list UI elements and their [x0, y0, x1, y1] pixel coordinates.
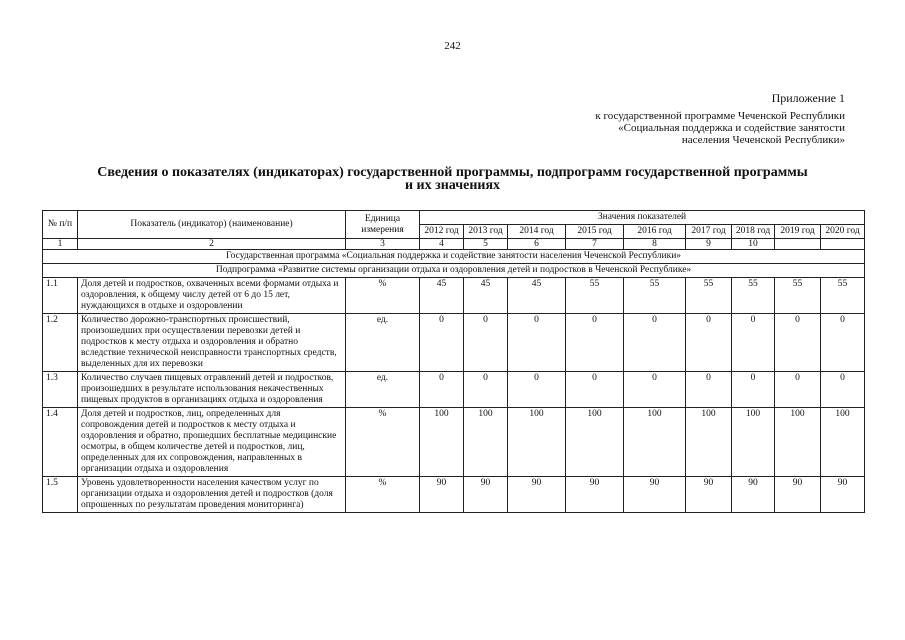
- indicator-name: Количество случаев пищевых отравлений детей и подростков, произошедших в результате использования некачественных пищевых продуктов в организациях отдыха и оздоровления: [78, 372, 346, 408]
- unit-cell: ед.: [346, 314, 420, 372]
- value-cell: 90: [775, 477, 821, 513]
- document-title-line: и их значениях: [404, 178, 501, 193]
- unit-cell: %: [346, 278, 420, 314]
- annex-title: Приложение 1: [771, 91, 845, 105]
- indicator-name: Доля детей и подростков, лиц, определенных для сопровождения детей и подростков к месту отдыха и оздоровления и обратно, прошедших бесплатные медицинские осмотры, в общем количестве детей и подростков, лиц, определенных для их сопровождения, направленных в организации отдыха и оздоровления: [78, 408, 346, 477]
- header-year: 2019 год: [775, 225, 821, 239]
- header-year: 2015 год: [566, 225, 624, 239]
- annex-line: населения Чеченской Республики»: [681, 134, 845, 146]
- annex-block: [595, 92, 845, 146]
- column-number: [775, 239, 821, 250]
- value-cell: 90: [686, 477, 732, 513]
- header-indicator: Показатель (индикатор) (наименование): [78, 211, 346, 239]
- row-number: 1.1: [43, 278, 78, 314]
- value-cell: 100: [624, 408, 686, 477]
- row-number: 1.4: [43, 408, 78, 477]
- header-year: 2014 год: [508, 225, 566, 239]
- column-number-row: [43, 239, 865, 250]
- value-cell: 0: [464, 314, 508, 372]
- value-cell: 100: [821, 408, 865, 477]
- value-cell: 55: [624, 278, 686, 314]
- indicator-name: Доля детей и подростков, охваченных всеми формами отдыха и оздоровления, к общему числу детей от 6 до 15 лет, нуждающихся в отдыхе и оздоровлении: [78, 278, 346, 314]
- header-unit: Единица измерения: [346, 211, 420, 239]
- column-number: 1: [43, 239, 78, 250]
- unit-cell: %: [346, 408, 420, 477]
- value-cell: 100: [420, 408, 464, 477]
- column-number: 2: [78, 239, 346, 250]
- value-cell: 45: [508, 278, 566, 314]
- value-cell: 0: [566, 372, 624, 408]
- value-cell: 0: [624, 372, 686, 408]
- value-cell: 100: [775, 408, 821, 477]
- header-num: № п/п: [43, 211, 78, 239]
- value-cell: 0: [686, 372, 732, 408]
- value-cell: 90: [420, 477, 464, 513]
- value-cell: 90: [732, 477, 775, 513]
- value-cell: 55: [821, 278, 865, 314]
- subprogram-row: [43, 264, 865, 278]
- value-cell: 0: [732, 372, 775, 408]
- indicator-name: Уровень удовлетворенности населения качеством услуг по организации отдыха и оздоровления детей и подростков (доля опрошенных по результатам проведения мониторинга): [78, 477, 346, 513]
- value-cell: 0: [566, 314, 624, 372]
- column-number: 8: [624, 239, 686, 250]
- value-cell: 45: [420, 278, 464, 314]
- header-year: 2013 год: [464, 225, 508, 239]
- column-number: 7: [566, 239, 624, 250]
- value-cell: 45: [464, 278, 508, 314]
- value-cell: 100: [508, 408, 566, 477]
- value-cell: 0: [821, 314, 865, 372]
- column-number: [821, 239, 865, 250]
- value-cell: 90: [464, 477, 508, 513]
- value-cell: 0: [686, 314, 732, 372]
- program-row: [43, 250, 865, 264]
- value-cell: 0: [821, 372, 865, 408]
- value-cell: 100: [566, 408, 624, 477]
- document-title-line: Сведения о показателях (индикаторах) государственной программы, подпрограмм государственной программы: [97, 165, 808, 180]
- value-cell: 90: [508, 477, 566, 513]
- value-cell: 0: [508, 314, 566, 372]
- value-cell: 0: [464, 372, 508, 408]
- program-title: Государственная программа «Социальная поддержка и содействие занятости населения Чеченской Республики»: [43, 250, 865, 264]
- indicators-table: [42, 210, 865, 513]
- column-number: 10: [732, 239, 775, 250]
- value-cell: 55: [566, 278, 624, 314]
- header-year: 2017 год: [686, 225, 732, 239]
- annex-line: «Социальная поддержка и содействие занятости: [618, 122, 845, 134]
- table-row: [43, 408, 865, 477]
- header-year: 2020 год: [821, 225, 865, 239]
- table-row: [43, 278, 865, 314]
- value-cell: 0: [775, 372, 821, 408]
- header-year: 2016 год: [624, 225, 686, 239]
- column-number: 4: [420, 239, 464, 250]
- value-cell: 55: [775, 278, 821, 314]
- value-cell: 0: [420, 314, 464, 372]
- header-year: 2012 год: [420, 225, 464, 239]
- value-cell: 0: [775, 314, 821, 372]
- indicator-name: Количество дорожно-транспортных происшествий, произошедших при осуществлении перевозки детей и подростков к месту отдыха и оздоровления и обратно вследствие технической неисправности транспортных средств, выделенных для их перевозки: [78, 314, 346, 372]
- header-values-group: Значения показателей: [420, 211, 865, 225]
- row-number: 1.5: [43, 477, 78, 513]
- page-number: 242: [444, 40, 461, 52]
- value-cell: 0: [624, 314, 686, 372]
- value-cell: 0: [732, 314, 775, 372]
- column-number: 9: [686, 239, 732, 250]
- value-cell: 90: [821, 477, 865, 513]
- document-title: [60, 166, 845, 192]
- annex-line: к государственной программе Чеченской Республики: [595, 110, 845, 122]
- unit-cell: %: [346, 477, 420, 513]
- value-cell: 100: [464, 408, 508, 477]
- table-row: [43, 372, 865, 408]
- table-row: [43, 477, 865, 513]
- value-cell: 90: [624, 477, 686, 513]
- value-cell: 0: [508, 372, 566, 408]
- row-number: 1.3: [43, 372, 78, 408]
- subprogram-title: Подпрограмма «Развитие системы организации отдыха и оздоровления детей и подростков в Чеченской Республике»: [43, 264, 865, 278]
- row-number: 1.2: [43, 314, 78, 372]
- column-number: 6: [508, 239, 566, 250]
- value-cell: 90: [566, 477, 624, 513]
- column-number: 5: [464, 239, 508, 250]
- value-cell: 55: [732, 278, 775, 314]
- table-row: [43, 314, 865, 372]
- value-cell: 100: [732, 408, 775, 477]
- value-cell: 100: [686, 408, 732, 477]
- value-cell: 55: [686, 278, 732, 314]
- value-cell: 0: [420, 372, 464, 408]
- header-year: 2018 год: [732, 225, 775, 239]
- column-number: 3: [346, 239, 420, 250]
- unit-cell: ед.: [346, 372, 420, 408]
